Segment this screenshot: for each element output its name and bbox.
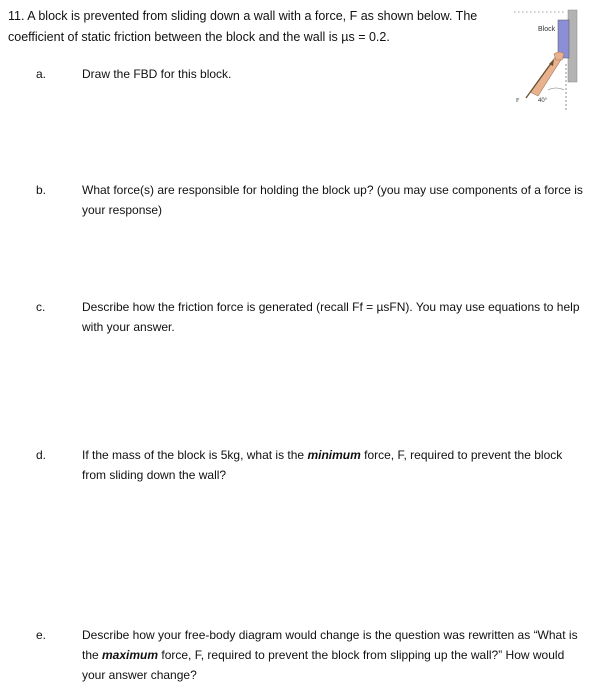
question-text-end: force, F, required to prevent the block from slipping up the wall?” How would your answer change? bbox=[82, 648, 565, 682]
question-d bbox=[36, 445, 588, 485]
problem-stem-line-2: coefficient of static friction between the block and the wall is µs = 0.2. bbox=[8, 30, 390, 44]
question-text-start: If the mass of the block is 5kg, what is the bbox=[82, 448, 308, 462]
question-text bbox=[82, 445, 588, 485]
block-wall-figure bbox=[508, 4, 598, 112]
question-text-start: Describe how your free-body diagram would change is the question was rewritten as “What is the bbox=[82, 628, 578, 662]
question-text-end: force, F, required to prevent the block from sliding down the wall? bbox=[82, 448, 563, 482]
question-letter: b. bbox=[36, 183, 47, 197]
angle-label: 40° bbox=[538, 98, 548, 104]
question-text bbox=[82, 625, 588, 685]
hand bbox=[554, 52, 564, 60]
question-text: What force(s) are responsible for holding the block up? (you may use components of a force is your response) bbox=[82, 183, 583, 217]
force-label: F bbox=[516, 98, 520, 104]
question-b bbox=[36, 180, 588, 220]
question-c bbox=[36, 297, 588, 337]
question-e bbox=[36, 625, 588, 685]
emphasis-maximum: maximum bbox=[102, 648, 159, 662]
question-letter: d. bbox=[36, 448, 47, 462]
problem-stem bbox=[8, 6, 518, 48]
question-text: Describe how the friction force is generated (recall Ff = µsFN). You may use equations to help with your answer. bbox=[82, 300, 580, 334]
question-text: Draw the FBD for this block. bbox=[82, 67, 232, 81]
question-letter: a. bbox=[36, 67, 47, 81]
angle-arc bbox=[548, 88, 564, 90]
emphasis-minimum: minimum bbox=[307, 448, 361, 462]
question-letter: c. bbox=[36, 300, 46, 314]
block-label: Block bbox=[538, 26, 556, 33]
question-letter: e. bbox=[36, 628, 47, 642]
problem-stem-line-1: 11. A block is prevented from sliding down a wall with a force, F as shown below. The bbox=[8, 9, 478, 23]
question-a bbox=[36, 64, 588, 84]
